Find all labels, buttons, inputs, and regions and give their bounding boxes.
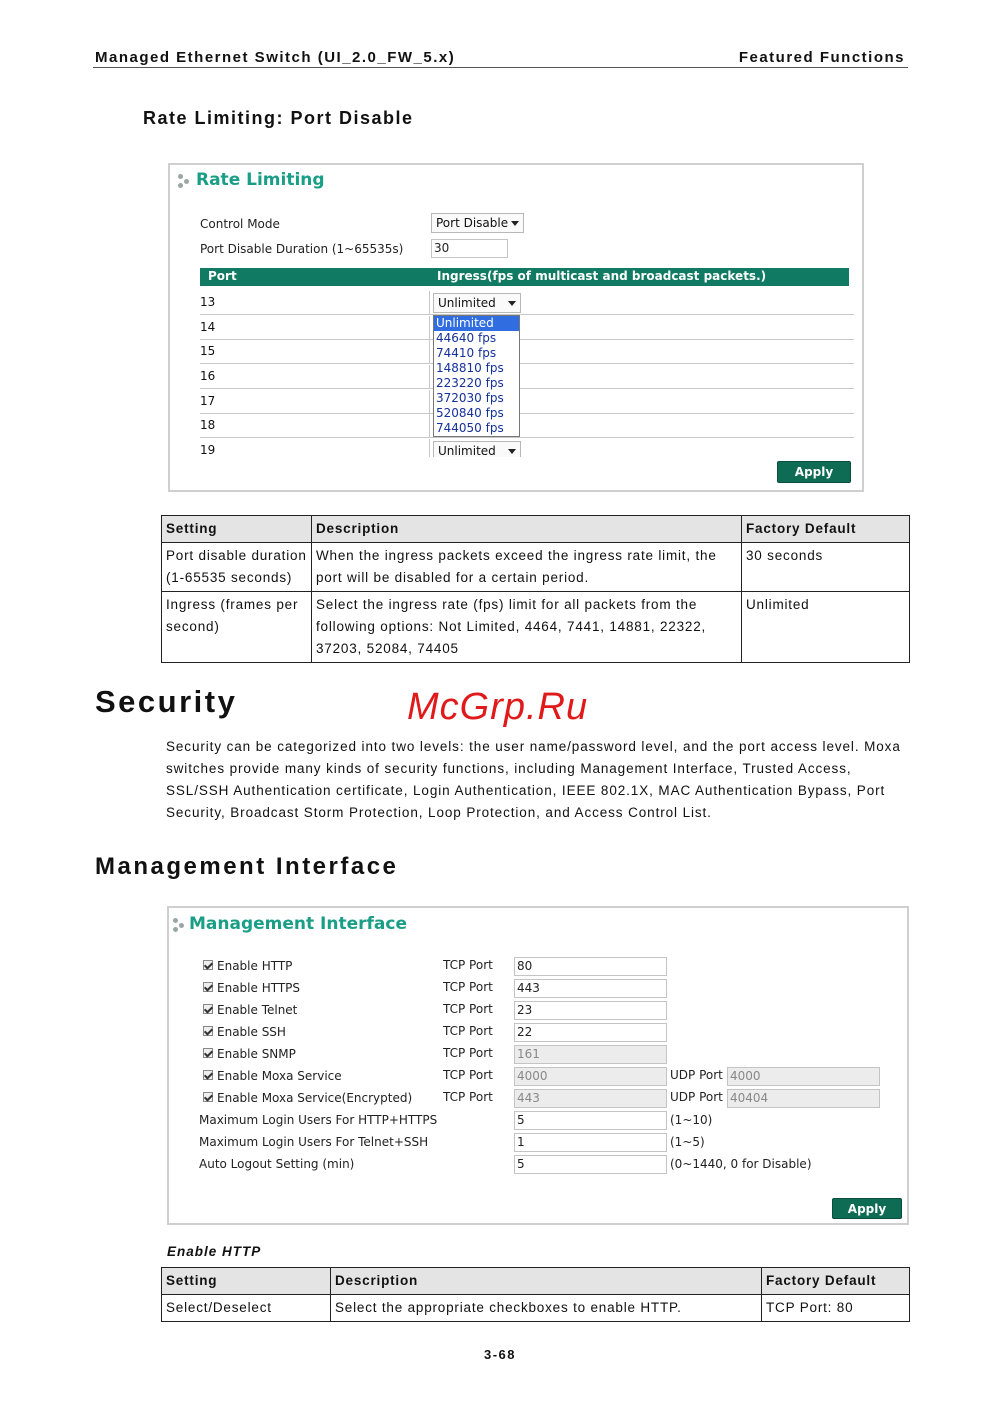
security-heading: Security	[95, 684, 238, 719]
duration-label: Port Disable Duration (1~65535s)	[200, 242, 404, 256]
management-interface-heading: Management Interface	[95, 853, 399, 880]
col-factory-default: Factory Default	[762, 1268, 910, 1295]
auto-logout-input[interactable]: 5	[514, 1155, 667, 1174]
setting-cell: Ingress (frames per second)	[162, 592, 312, 663]
https-port-input[interactable]: 443	[514, 979, 667, 998]
col-setting: Setting	[162, 516, 312, 543]
panel-title: Management Interface	[189, 914, 407, 934]
moxa-udp-port-input[interactable]: 4000	[727, 1067, 880, 1086]
service-label: Enable SNMP	[217, 1047, 296, 1061]
page-number: 3-68	[483, 1347, 517, 1362]
tcp-port-label: TCP Port	[443, 1068, 493, 1082]
enable-http-settings-table	[161, 1267, 910, 1322]
rate-limiting-panel	[168, 163, 864, 492]
enable-moxa-encrypted-checkbox[interactable]	[203, 1092, 213, 1102]
enable-http-subheading: Enable HTTP	[167, 1244, 262, 1259]
service-row-moxa-encrypted	[169, 1089, 907, 1111]
tcp-port-label: TCP Port	[443, 1046, 493, 1060]
tcp-port-label: TCP Port	[443, 980, 493, 994]
port-number: 18	[200, 418, 216, 432]
telnet-port-input[interactable]: 23	[514, 1001, 667, 1020]
enable-http-checkbox[interactable]	[203, 960, 213, 970]
limit-label: Auto Logout Setting (min)	[199, 1157, 355, 1171]
setting-cell: Port disable duration (1-65535 seconds)	[162, 543, 312, 592]
limit-row-telnet-users	[169, 1133, 907, 1155]
description-cell: Select the appropriate checkboxes to enable HTTP.	[331, 1295, 762, 1322]
limit-label: Maximum Login Users For HTTP+HTTPS	[199, 1113, 438, 1127]
running-header-right: Featured Functions	[738, 49, 905, 66]
max-http-users-input[interactable]: 5	[514, 1111, 667, 1130]
tcp-port-label: TCP Port	[443, 1090, 493, 1104]
dropdown-option[interactable]: 744050 fps	[436, 421, 504, 435]
dropdown-option[interactable]: 520840 fps	[436, 406, 504, 420]
chevron-down-icon	[508, 449, 516, 454]
max-telnet-users-input[interactable]: 1	[514, 1133, 667, 1152]
tcp-port-label: TCP Port	[443, 1024, 493, 1038]
moxa-tcp-port-input[interactable]: 4000	[514, 1067, 667, 1086]
port13-ingress-select[interactable]	[433, 293, 521, 313]
dropdown-option[interactable]: 372030 fps	[436, 391, 504, 405]
apply-button[interactable]: Apply	[777, 461, 851, 483]
port-number: 13	[200, 295, 216, 309]
chevron-down-icon	[508, 301, 516, 306]
udp-port-label: UDP Port	[670, 1068, 723, 1082]
limit-row-auto-logout	[169, 1155, 907, 1177]
rate-limiting-settings-table	[161, 515, 910, 663]
enable-moxa-service-checkbox[interactable]	[203, 1070, 213, 1080]
table-row	[200, 414, 854, 438]
service-row-ssh	[169, 1023, 907, 1045]
table-row	[200, 365, 854, 389]
ingress-dropdown-list	[433, 315, 520, 437]
rate-limiting-heading: Rate Limiting: Port Disable	[143, 108, 414, 128]
chevron-down-icon	[511, 221, 519, 226]
http-port-input[interactable]: 80	[514, 957, 667, 976]
port-column-header: Port	[200, 268, 429, 286]
dropdown-option[interactable]: 44640 fps	[436, 331, 497, 345]
ingress-value: Unlimited	[438, 444, 496, 457]
panel-bullet-icon	[178, 174, 192, 190]
service-row-http	[169, 957, 907, 979]
setting-cell: Select/Deselect	[162, 1295, 331, 1322]
enable-snmp-checkbox[interactable]	[203, 1048, 213, 1058]
security-paragraph: Security can be categorized into two levels: the user name/password level, and the port access level. Moxa switches provide many kinds of security functions, including Management Interface, Trusted Access, SSL/SSH Authentication certificate, Login Authentication, IEEE 802.1X, MAC Authentication Bypass, Port Security, Broadcast Storm Protection, Loop Protection, and Access Control List.	[166, 739, 901, 820]
port-number: 14	[200, 320, 216, 334]
moxa-encrypted-udp-port-input[interactable]: 40404	[727, 1089, 880, 1108]
limit-hint: (0~1440, 0 for Disable)	[670, 1157, 812, 1171]
default-cell: Unlimited	[742, 592, 910, 663]
ingress-value: Unlimited	[438, 296, 496, 310]
service-label: Enable Moxa Service(Encrypted)	[217, 1091, 413, 1105]
col-factory-default: Factory Default	[742, 516, 910, 543]
udp-port-label: UDP Port	[670, 1090, 723, 1104]
col-description: Description	[312, 516, 742, 543]
dropdown-option[interactable]: 223220 fps	[436, 376, 504, 390]
snmp-port-input[interactable]: 161	[514, 1045, 667, 1064]
service-label: Enable Telnet	[217, 1003, 298, 1017]
duration-input[interactable]: 30	[431, 239, 508, 258]
default-cell: 30 seconds	[742, 543, 910, 592]
limit-label: Maximum Login Users For Telnet+SSH	[199, 1135, 429, 1149]
table-row	[200, 291, 854, 315]
col-description: Description	[331, 1268, 762, 1295]
table-row	[162, 543, 910, 592]
dropdown-option[interactable]: 148810 fps	[436, 361, 504, 375]
service-label: Enable HTTP	[217, 959, 293, 973]
service-row-moxa	[169, 1067, 907, 1089]
table-row	[200, 340, 854, 364]
tcp-port-label: TCP Port	[443, 1002, 493, 1016]
service-row-snmp	[169, 1045, 907, 1067]
running-header-left: Managed Ethernet Switch (UI_2.0_FW_5.x)	[95, 49, 456, 66]
description-cell: When the ingress packets exceed the ingress rate limit, the port will be disabled for a certain period.	[312, 543, 742, 592]
service-row-https	[169, 979, 907, 1001]
port-number: 16	[200, 369, 216, 383]
service-row-telnet	[169, 1001, 907, 1023]
tcp-port-label: TCP Port	[443, 958, 493, 972]
service-label: Enable Moxa Service	[217, 1069, 342, 1083]
ingress-column-header: Ingress(fps of multicast and broadcast packets.)	[429, 268, 849, 286]
table-row	[162, 592, 910, 663]
enable-https-checkbox[interactable]	[203, 982, 213, 992]
control-mode-value: Port Disable	[436, 216, 509, 230]
enable-telnet-checkbox[interactable]	[203, 1004, 213, 1014]
ssh-port-input[interactable]: 22	[514, 1023, 667, 1042]
control-mode-label: Control Mode	[200, 217, 280, 231]
dropdown-option[interactable]: 74410 fps	[436, 346, 497, 360]
management-interface-panel	[167, 906, 909, 1225]
watermark: McGrp.Ru	[407, 686, 589, 728]
col-setting: Setting	[162, 1268, 331, 1295]
port-number: 19	[200, 443, 216, 457]
limit-row-http-users	[169, 1111, 907, 1133]
service-label: Enable SSH	[217, 1025, 286, 1039]
table-row	[200, 439, 854, 457]
port-number: 15	[200, 344, 216, 358]
default-cell: TCP Port: 80	[762, 1295, 910, 1322]
control-mode-select[interactable]	[431, 213, 524, 233]
table-row	[162, 1295, 910, 1322]
port-number: 17	[200, 394, 216, 408]
table-row	[200, 390, 854, 414]
table-header-row	[162, 516, 910, 543]
dropdown-option[interactable]: Unlimited	[434, 316, 519, 331]
service-label: Enable HTTPS	[217, 981, 301, 995]
port19-ingress-select[interactable]	[433, 441, 521, 457]
header-rule	[93, 67, 908, 68]
panel-bullet-icon	[173, 918, 187, 934]
limit-hint: (1~5)	[670, 1135, 705, 1149]
panel-title: Rate Limiting	[196, 170, 325, 190]
apply-button[interactable]: Apply	[832, 1198, 902, 1219]
moxa-encrypted-tcp-port-input[interactable]: 443	[514, 1089, 667, 1108]
table-row	[200, 316, 854, 340]
description-cell: Select the ingress rate (fps) limit for all packets from the following options: Not Limited, 4464, 7441, 14881, 22322, 37203, 52084, 74405	[312, 592, 742, 663]
enable-ssh-checkbox[interactable]	[203, 1026, 213, 1036]
table-header-row	[162, 1268, 910, 1295]
limit-hint: (1~10)	[670, 1113, 713, 1127]
